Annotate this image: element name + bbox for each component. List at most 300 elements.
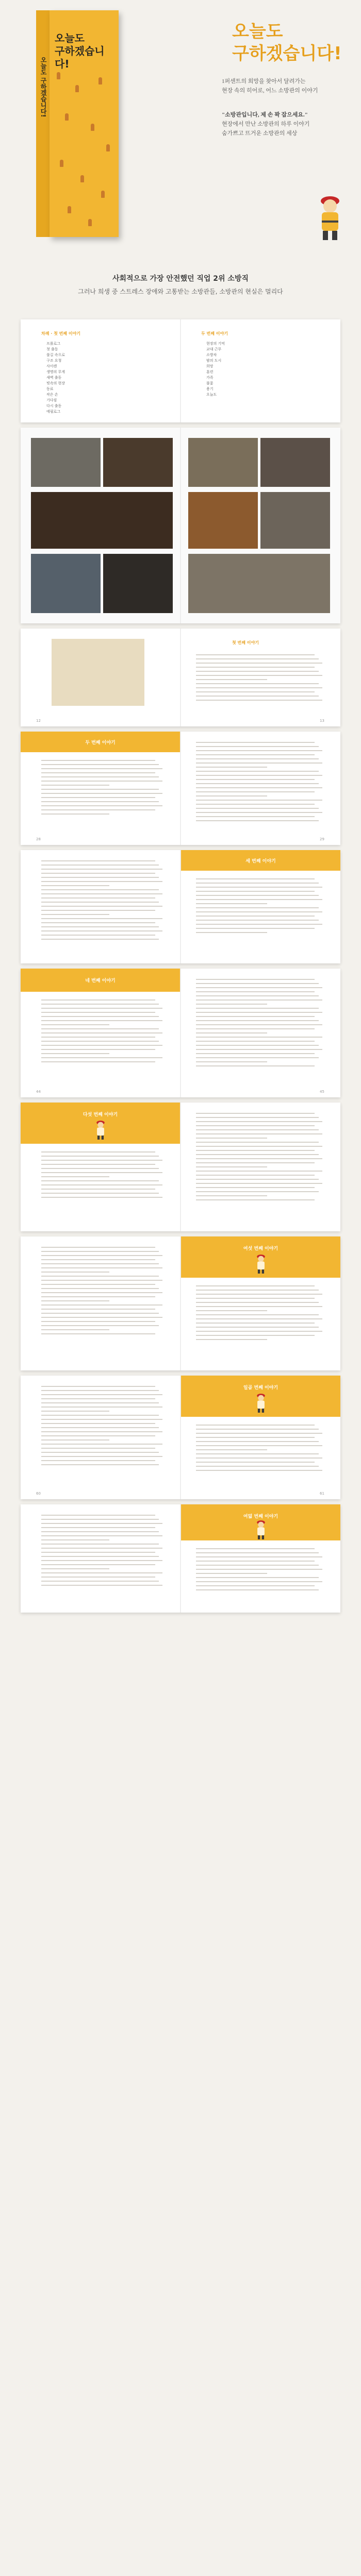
photo-spread [21, 428, 340, 623]
body-text-line [196, 1552, 319, 1553]
hero-desc-line2: 현장 속의 히어로, 어느 소방관의 이야기 [222, 88, 318, 94]
body-text-line [196, 691, 315, 692]
body-text-line [41, 1184, 162, 1185]
body-text-line [41, 789, 159, 790]
body-text-line [196, 1032, 267, 1033]
toc-item: 밤의 도시 [206, 359, 222, 363]
toc-item: 동료 [46, 387, 54, 391]
body-text-line [41, 1386, 155, 1387]
body-text-line [196, 771, 319, 772]
body-text-line [196, 1556, 322, 1557]
firefighter-mascot-icon [254, 1391, 268, 1414]
body-text-line [41, 1464, 159, 1465]
body-text-line [41, 1394, 162, 1395]
toc-heading-right: 두 번째 이야기 [201, 331, 228, 336]
hero-section [0, 0, 361, 263]
cover-title-line1: 오늘도 [55, 32, 85, 44]
body-text-line [196, 979, 315, 980]
toc-item: 현장의 기억 [206, 342, 225, 346]
body-text-line [196, 1028, 315, 1029]
body-text-line [41, 1024, 109, 1025]
body-text-line [41, 793, 162, 794]
body-text-line [196, 1290, 319, 1291]
band-line1: 사회적으로 가장 안전했던 직업 2위 소방직 [112, 275, 249, 283]
gutter [180, 428, 181, 623]
body-text-line [41, 1012, 155, 1013]
body-text-line [196, 1437, 315, 1438]
chapter-title: 첫 번째 이야기 [232, 640, 259, 645]
body-text-line [41, 1317, 162, 1318]
firefighter-figure-icon [91, 124, 94, 131]
body-text-line [41, 910, 155, 911]
firefighter-figure-icon [68, 206, 71, 213]
body-text-line [196, 1162, 315, 1163]
body-text-line [41, 877, 159, 878]
body-text-line [196, 804, 315, 805]
body-text-line [196, 928, 315, 929]
body-text-line [41, 885, 109, 886]
chapter-title: 세 번째 이야기 [245, 859, 276, 864]
body-text-line [196, 1327, 319, 1328]
body-text-line [196, 1335, 315, 1336]
body-text-line [196, 663, 322, 664]
toc-item: 작은 손 [46, 393, 58, 397]
body-text-line [41, 776, 159, 777]
toc-item: 교대 근무 [206, 347, 222, 351]
body-text-line [196, 1441, 319, 1442]
body-text-line [196, 883, 319, 884]
body-text-line [196, 1458, 322, 1459]
firefighter-figure-icon [65, 113, 69, 121]
body-text-line [41, 1284, 155, 1285]
toc-item: 사이렌 [46, 364, 57, 368]
page-number: 28 [36, 837, 41, 841]
body-text-line [196, 700, 322, 701]
body-text-line [41, 1197, 162, 1198]
body-text-line [41, 1325, 159, 1326]
gutter [180, 1103, 181, 1231]
body-text-line [196, 916, 315, 917]
drawing-spread [21, 629, 340, 726]
body-text-line [41, 1415, 159, 1416]
body-text-line [196, 654, 315, 655]
body-text-line [41, 1151, 155, 1153]
body-text-line [196, 779, 315, 780]
chapter-title: 두 번째 이야기 [85, 740, 116, 745]
body-text-line [196, 1138, 267, 1139]
body-text-line [196, 924, 322, 925]
body-text-line [41, 1189, 155, 1190]
body-text-line [41, 1419, 162, 1420]
body-text-line [41, 914, 109, 915]
body-text-line [41, 926, 159, 927]
body-text-line [41, 1452, 159, 1453]
body-text-line [41, 1515, 155, 1516]
fire-scene-photo [188, 492, 258, 549]
body-text-line [41, 1061, 155, 1062]
body-text-line [41, 897, 155, 899]
body-text-line [41, 772, 155, 773]
body-text-line [196, 1024, 322, 1025]
gutter [180, 319, 181, 422]
body-text-line [196, 1004, 267, 1005]
body-text-line [196, 1037, 322, 1038]
body-text-line [196, 987, 322, 988]
firefighter-figure-icon [106, 144, 110, 151]
page-number: 12 [36, 719, 41, 723]
body-text-line [196, 1425, 315, 1426]
body-text-line [196, 1171, 322, 1172]
body-text-line [41, 1564, 155, 1565]
body-text-line [196, 1314, 319, 1315]
body-text-line [196, 1041, 315, 1042]
body-text-line [41, 1577, 155, 1578]
body-text-line [41, 1037, 155, 1038]
body-text-line [196, 891, 315, 892]
body-text-line [196, 907, 319, 908]
body-text-line [196, 1466, 319, 1467]
body-text-line [41, 1439, 109, 1440]
body-text-line [196, 1113, 315, 1114]
fire-scene-photo [188, 438, 258, 487]
body-text-line [41, 768, 162, 769]
body-text-line [41, 1568, 109, 1569]
body-text-line [41, 805, 162, 806]
body-text-line [196, 1012, 322, 1013]
body-text-line [196, 1331, 322, 1332]
body-text-line [41, 1300, 109, 1301]
body-text-line [196, 1008, 319, 1009]
body-text-line [41, 869, 162, 870]
body-text-line [196, 1125, 315, 1126]
body-text-line [196, 1117, 319, 1118]
body-text-line [196, 820, 319, 821]
fire-scene-photo [103, 554, 173, 613]
story-spread [21, 969, 340, 1097]
body-text-line [196, 1569, 322, 1570]
hero-desc-line1: 1퍼센트의 희망을 찾아서 달려가는 [222, 78, 306, 84]
body-text-line [196, 920, 319, 921]
fire-scene-photo [103, 438, 173, 487]
body-text-line [41, 999, 155, 1001]
body-text-line [41, 1556, 159, 1557]
subtitle-band [0, 265, 361, 317]
body-text-line [196, 791, 315, 792]
body-text-line [41, 873, 155, 874]
body-text-line [41, 1535, 162, 1536]
book-cover [36, 10, 119, 237]
body-text-line [41, 1247, 155, 1248]
page-number: 60 [36, 1492, 41, 1496]
body-text-line [41, 922, 155, 923]
body-text-line [196, 1470, 322, 1471]
body-text-line [196, 767, 267, 768]
toc-item: 첫 출동 [46, 347, 58, 351]
firefighter-figure-icon [57, 72, 60, 79]
body-text-line [41, 1049, 155, 1050]
body-text-line [196, 775, 322, 776]
body-text-line [41, 860, 155, 861]
toc-heading-left: 차례 · 첫 번째 이야기 [41, 331, 81, 336]
body-text-line [41, 1164, 155, 1165]
body-text-line [41, 1020, 162, 1021]
toc-item: 불길 속으로 [46, 353, 65, 357]
body-text-line [196, 899, 322, 900]
body-text-line [196, 887, 322, 888]
body-text-line [41, 1527, 155, 1528]
body-text-line [196, 1158, 322, 1159]
body-text-line [41, 801, 159, 802]
body-text-line [196, 754, 315, 755]
story-spread [21, 732, 340, 845]
toc-item: 소방차 [206, 353, 217, 357]
body-text-line [41, 1519, 159, 1520]
body-text-line [196, 1061, 267, 1062]
body-text-line [196, 1129, 319, 1130]
toc-item: 생명의 무게 [46, 370, 65, 374]
body-text-line [41, 1057, 162, 1058]
body-text-line [196, 795, 267, 796]
body-text-line [41, 1398, 155, 1399]
body-text-line [196, 687, 322, 688]
body-text-line [41, 1313, 159, 1314]
body-text-line [196, 679, 267, 680]
body-text-line [196, 991, 315, 992]
body-text-line [196, 816, 315, 817]
body-text-line [196, 932, 267, 933]
fire-scene-photo [31, 438, 101, 487]
chapter-title: 다섯 번째 이야기 [83, 1112, 118, 1117]
cover-title-line2: 구하겠습니다! [55, 45, 105, 70]
body-text-line [41, 1406, 162, 1408]
firefighter-figure-icon [88, 219, 92, 226]
book-front [50, 10, 119, 237]
body-text-line [41, 1008, 162, 1009]
body-text-line [41, 814, 109, 815]
body-text-line [196, 1187, 315, 1188]
body-text-line [41, 930, 162, 931]
body-text-line [41, 1267, 162, 1268]
toc-item: 기다림 [46, 398, 57, 402]
toc-item: 용기 [206, 387, 214, 391]
body-text-line [196, 1433, 322, 1434]
hero-quote-line2: 현장에서 만난 소방관의 하루 이야기 [222, 121, 310, 127]
body-text-line [41, 809, 155, 810]
body-text-line [41, 1390, 159, 1391]
body-text-line [196, 750, 322, 751]
body-text-line [196, 1548, 315, 1549]
body-text-line [41, 1548, 162, 1549]
toc-item: 불꽃 [206, 381, 214, 385]
body-text-line [196, 1577, 319, 1578]
body-text-line [41, 1523, 162, 1524]
story-spread [21, 1103, 340, 1231]
body-text-line [196, 1585, 315, 1586]
fire-scene-photo [31, 554, 101, 613]
body-text-line [41, 1402, 159, 1403]
toc-item: 희망 [206, 364, 214, 368]
body-text-line [41, 1016, 159, 1017]
body-text-line [196, 808, 319, 809]
body-text-line [196, 667, 315, 668]
body-text-line [196, 1191, 319, 1192]
toc-item: 오늘도 [206, 393, 217, 397]
body-text-line [41, 1333, 155, 1334]
body-text-line [196, 1121, 322, 1122]
body-text-line [196, 1445, 322, 1446]
toc-item: 훈련 [206, 370, 214, 374]
body-text-line [196, 1462, 315, 1463]
body-text-line [196, 1016, 315, 1017]
body-text-line [196, 1318, 322, 1319]
body-text-line [41, 1427, 159, 1428]
toc-item: 프롤로그 [46, 342, 61, 346]
body-text-line [196, 1199, 315, 1200]
body-text-line [196, 1298, 315, 1299]
body-text-line [196, 1429, 319, 1430]
body-text-line [196, 675, 322, 676]
body-text-line [196, 1339, 267, 1340]
body-text-line [196, 658, 319, 659]
fire-scene-photo [260, 438, 330, 487]
body-text-line [196, 746, 319, 747]
body-text-line [41, 865, 159, 866]
firefighter-figure-icon [80, 175, 84, 182]
body-text-line [41, 889, 159, 890]
toc-spread [21, 319, 340, 422]
body-text-line [41, 1276, 159, 1277]
body-text-line [196, 1166, 267, 1167]
fire-scene-photo [31, 492, 173, 549]
body-text-line [196, 696, 319, 697]
body-text-line [41, 935, 155, 936]
body-text-line [41, 1255, 162, 1256]
body-text-line [41, 797, 155, 798]
body-text-line [196, 1285, 315, 1286]
body-text-line [196, 1057, 319, 1058]
body-text-line [196, 1142, 319, 1143]
body-text-line [41, 1304, 162, 1306]
body-text-line [196, 1294, 322, 1295]
firefighter-mascot-icon [94, 1118, 107, 1141]
body-text-line [41, 1172, 162, 1173]
cover-title [55, 32, 119, 71]
book-spine [36, 10, 50, 237]
body-text-line [41, 1280, 162, 1281]
story-spread [21, 1376, 340, 1499]
body-text-line [196, 742, 315, 743]
body-text-line [41, 1156, 159, 1157]
body-text-line [41, 1053, 109, 1054]
body-text-line [41, 785, 109, 786]
body-text-line [41, 1292, 162, 1293]
page-number: 29 [320, 837, 324, 841]
body-text-line [41, 1329, 109, 1330]
toc-item: 에필로그 [46, 410, 61, 414]
child-drawing-image [52, 639, 144, 706]
body-text-line [41, 781, 162, 782]
page-number: 45 [320, 1090, 324, 1094]
hero-title-line1: 오늘도 [232, 21, 283, 42]
body-text-line [196, 1449, 267, 1450]
toc-item: 구조 요청 [46, 359, 62, 363]
body-text-line [41, 764, 159, 765]
page-number: 13 [320, 719, 324, 723]
body-text-line [196, 983, 319, 984]
body-text-line [41, 1028, 159, 1029]
hero-quote-line3: 숨가쁘고 뜨거운 소방관의 세상 [222, 130, 298, 137]
body-text-line [196, 1453, 319, 1454]
chapter-title: 여덟 번째 이야기 [243, 1514, 278, 1519]
toc-item: 가족 [206, 376, 214, 380]
body-text-line [196, 1323, 315, 1324]
body-text-line [41, 1041, 159, 1042]
body-text-line [196, 999, 322, 1001]
body-text-line [41, 1585, 162, 1586]
story-spread [21, 850, 340, 963]
body-text-line [41, 1560, 162, 1561]
toc-item: 새벽 출동 [46, 376, 62, 380]
body-text-line [41, 906, 162, 907]
body-text-line [196, 1302, 319, 1303]
gutter [180, 732, 181, 845]
body-text-line [196, 1195, 267, 1196]
body-text-line [196, 800, 322, 801]
body-text-line [41, 1296, 155, 1297]
firefighter-figure-icon [75, 85, 79, 92]
firefighter-figure-icon [101, 191, 105, 198]
body-text-line [196, 1020, 319, 1021]
body-text-line [196, 1589, 319, 1590]
body-text-line [41, 1004, 159, 1005]
body-text-line [196, 1573, 267, 1574]
body-text-line [196, 995, 319, 996]
toc-item: 다시 출동 [46, 404, 62, 408]
story-spread [21, 1504, 340, 1613]
body-text-line [196, 1154, 319, 1155]
body-text-line [41, 1448, 155, 1449]
body-text-line [41, 1460, 155, 1461]
body-text-line [196, 1183, 322, 1184]
body-text-line [41, 1176, 109, 1177]
body-text-line [41, 1272, 109, 1273]
page-number: 61 [320, 1492, 324, 1496]
body-text-line [196, 671, 319, 672]
gutter [180, 969, 181, 1097]
body-text-line [196, 895, 319, 896]
body-text-line [196, 1133, 322, 1134]
body-text-line [41, 918, 162, 919]
body-text-line [41, 1531, 159, 1532]
body-text-line [41, 1180, 159, 1181]
body-text-line [196, 783, 319, 784]
body-text-line [41, 1552, 155, 1553]
body-text-line [41, 1423, 155, 1424]
body-text-line [41, 1581, 159, 1582]
band-line2: 그러나 희생 중 스트레스 장애와 고통받는 소방관들, 소방관의 현실은 멀리다 [78, 288, 283, 295]
fire-scene-photo [188, 554, 330, 613]
body-text-line [41, 1045, 162, 1046]
body-text-line [41, 1160, 162, 1161]
body-text-line [41, 760, 155, 761]
body-text-line [41, 939, 159, 940]
body-text-line [196, 812, 322, 813]
body-text-line [41, 1435, 155, 1436]
firefighter-figure-icon [60, 160, 63, 167]
body-text-line [196, 1565, 319, 1566]
body-text-line [41, 1539, 109, 1540]
body-text-line [41, 1321, 155, 1322]
